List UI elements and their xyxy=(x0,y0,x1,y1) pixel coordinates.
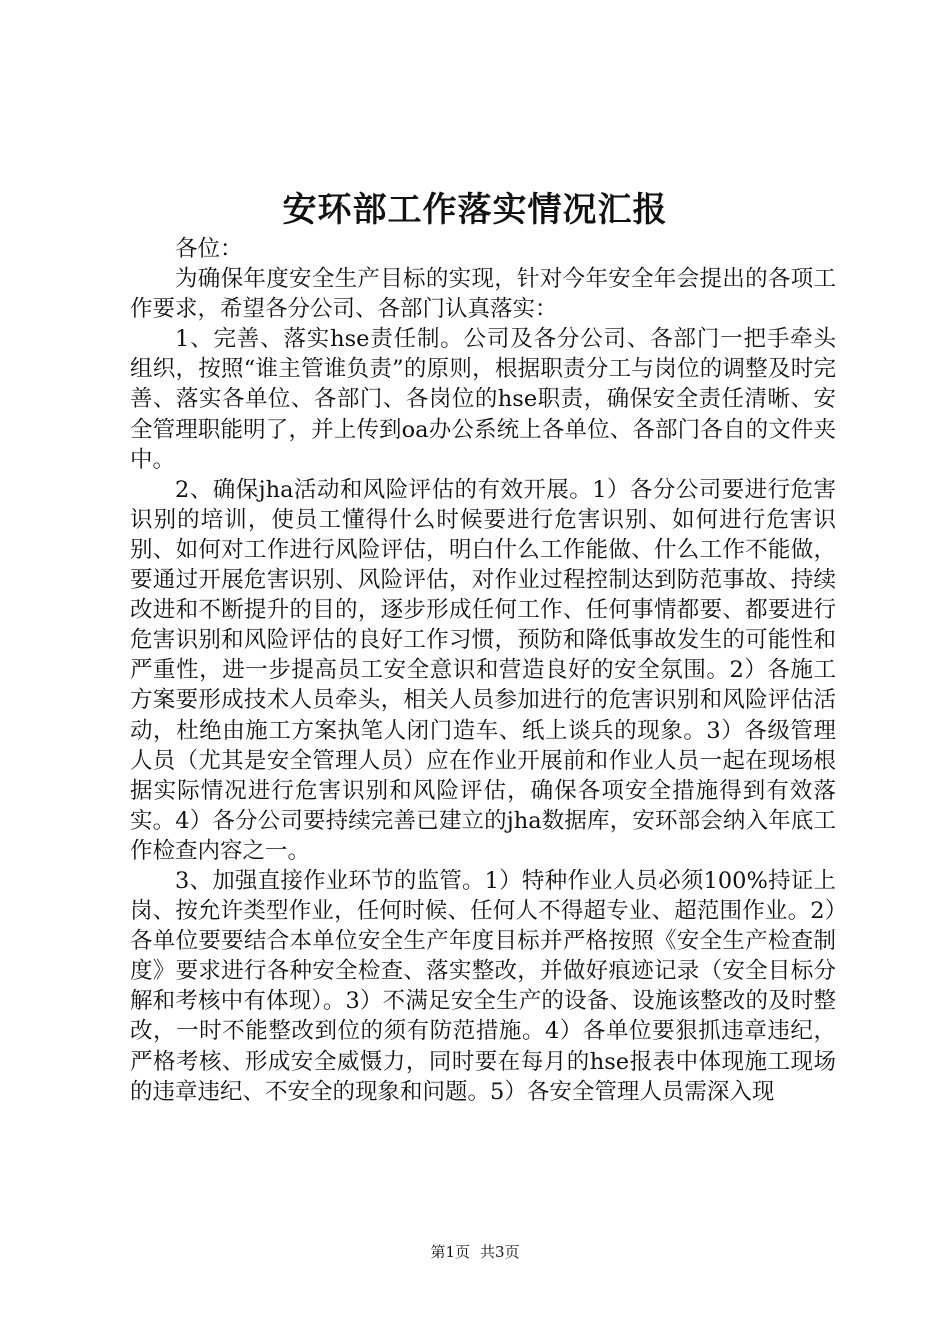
page-footer xyxy=(0,1240,950,1264)
page-number: 第1页 xyxy=(430,1243,470,1261)
page-total: 共3页 xyxy=(480,1243,520,1261)
document-body xyxy=(130,234,836,1107)
item-3-paragraph: 3、加强直接作业环节的监管。1）特种作业人员必须100%持证上岗、按允许类型作业，任何时候、任何人不得超专业、超范围作业。2）各单位要要结合本单位安全生产年度目标并严格按照《安全生产检查制度》要求进行各种安全检查、落实整改，并做好痕迹记录（安全目标分解和考核中有体现）。3）不满足安全生产的设备、设施该整改的及时整改，一时不能整改到位的须有防范措施。4）各单位要狠抓违章违纪，严格考核、形成安全威慑力，同时要在每月的hse报表中体现施工现场的违章违纪、不安全的现象和问题。5）各安全管理人员需深入现 xyxy=(130,867,836,1105)
intro-paragraph: 为确保年度安全生产目标的实现，针对今年安全年会提出的各项工作要求，希望各分公司、各部门认真落实： xyxy=(130,266,836,323)
page-title: 安环部工作落实情况汇报 xyxy=(282,190,668,230)
item-1-paragraph: 1、完善、落实hse责任制。公司及各分公司、各部门一把手牵头组织，按照“谁主管谁负责”的原则，根据职责分工与岗位的调整及时完善、落实各单位、各部门、各岗位的hse职责，确保安全责任清晰、安全管理职能明了，并上传到oa办公系统上各单位、各部门各自的文件夹中。 xyxy=(130,326,836,473)
salutation: 各位： xyxy=(175,236,243,262)
item-2-paragraph: 2、确保jha活动和风险评估的有效开展。1）各分公司要进行危害识别的培训，使员工懂得什么时候要进行危害识别、如何进行危害识别、如何对工作进行风险评估，明白什么工作能做、什么工作不能做，要通过开展危害识别、风险评估，对作业过程控制达到防范事故、持续改进和不断提升的目的，逐步形成任何工作、任何事情都要、都要进行危害识别和风险评估的良好工作习惯，预防和降低事故发生的可能性和严重性，进一步提高员工安全意识和营造良好的安全氛围。2）各施工方案要形成技术人员牵头，相关人员参加进行的危害识别和风险评估活动，杜绝由施工方案执笔人闭门造车、纸上谈兵的现象。3）各级管理人员（尤其是安全管理人员）应在作业开展前和作业人员一起在现场根据实际情况进行危害识别和风险评估，确保各项安全措施得到有效落实。4）各分公司要持续完善已建立的jha数据库，安环部会纳入年底工作检查内容之一。 xyxy=(130,476,836,864)
